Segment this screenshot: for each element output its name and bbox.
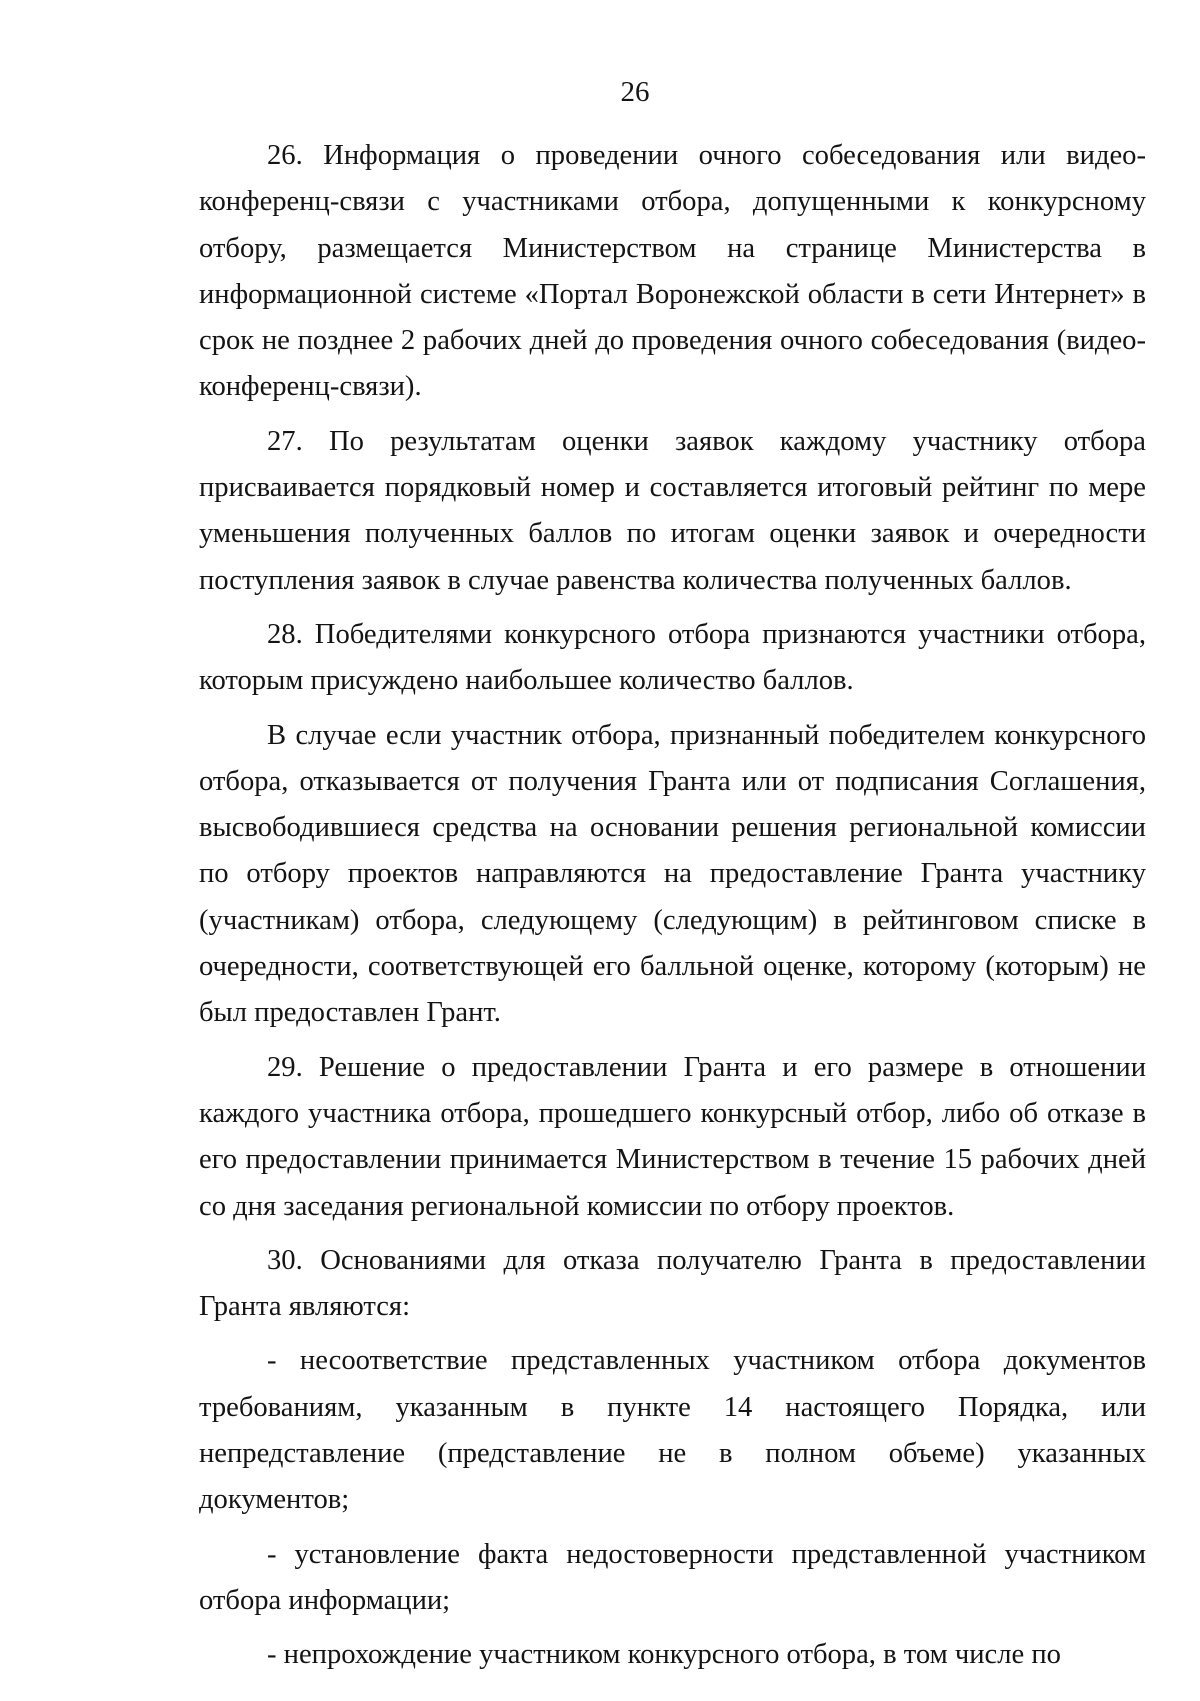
paragraph-27: 27. По результатам оценки заявок каждому участнику отбора присваивается порядковый номер и составляется итоговый рейтинг по мере уменьшения полученных баллов по итогам оценки заявок и очередности поступления заявок в случае равенства количества полученных баллов. bbox=[199, 425, 1146, 596]
paragraph-26: 26. Информация о проведении очного собеседования или видео-конференц-связи с участниками отбора, допущенными к конкурсному отбору, размещается Министерством на странице Министерства в информационной системе «Портал Воронежской области в сети Интернет» в срок не позднее 2 рабочих дней до проведения очного собеседования (видео-конференц-связи). bbox=[199, 140, 1146, 403]
paragraph-28-continuation: В случае если участник отбора, признанный победителем конкурсного отбора, отказывается от получения Гранта или от подписания Соглашения, высвободившиеся средства на основании решения региональной комиссии по отбору проектов направляются на предоставление Гранта участнику (участникам) отбора, следующему (следующим) в рейтинговом списке в очередности, соответствующей его балльной оценке, которому (которым) не был предоставлен Грант. bbox=[199, 719, 1146, 1029]
page-number: 26 bbox=[620, 76, 650, 108]
list-item-nonconformity: - несоответствие представленных участником отбора документов требованиям, указанным в пункте 14 настоящего Порядка, или непредставление (представление не в полном объеме) указанных документов; bbox=[199, 1345, 1146, 1516]
document-body bbox=[199, 133, 1146, 1679]
list-item-unreliable-info: - установление факта недостоверности представленной участником отбора информации; bbox=[199, 1538, 1146, 1616]
paragraph-29: 29. Решение о предоставлении Гранта и его размере в отношении каждого участника отбора, прошедшего конкурсный отбор, либо об отказе в его предоставлении принимается Министерством в течение 15 рабочих дней со дня заседания региональной комиссии по отбору проектов. bbox=[199, 1051, 1146, 1222]
list-item-non-passing: - непрохождение участником конкурсного отбора, в том числе по bbox=[267, 1639, 1061, 1671]
paragraph-28: 28. Победителями конкурсного отбора признаются участники отбора, которым присуждено наибольшее количество баллов. bbox=[199, 618, 1146, 697]
paragraph-30: 30. Основаниями для отказа получателю Гранта в предоставлении Гранта являются: bbox=[199, 1244, 1146, 1323]
